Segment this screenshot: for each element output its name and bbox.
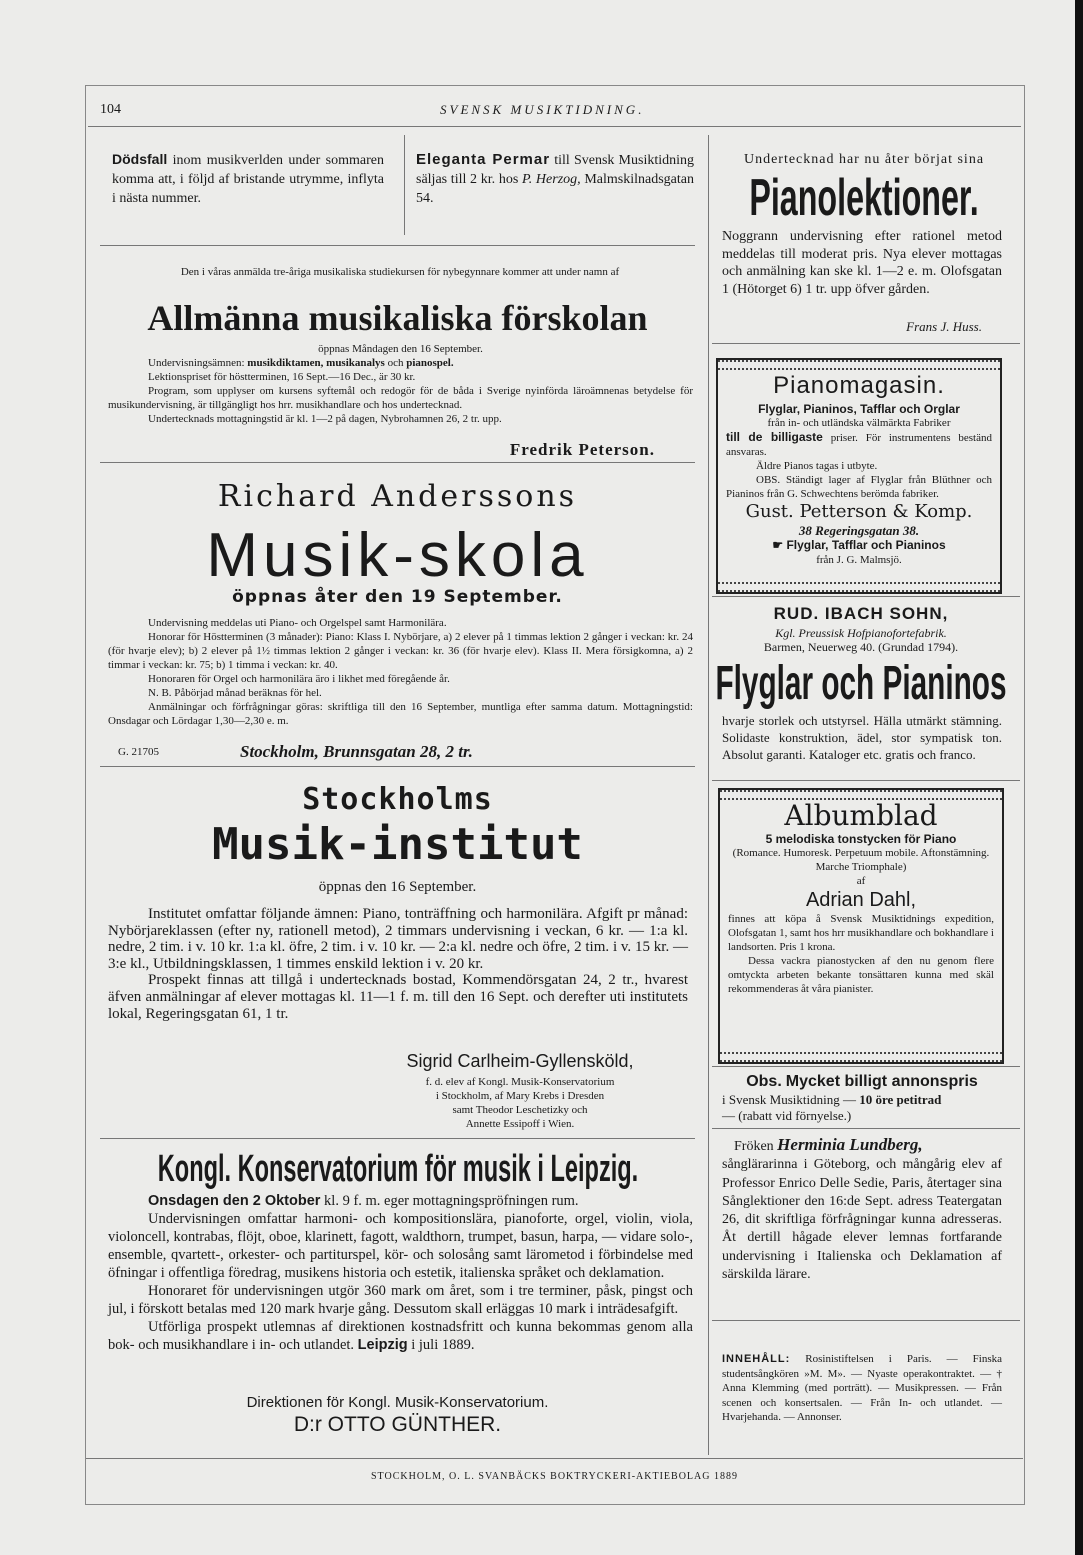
leipzig-p1: Undervisningen omfattar harmoni- och kompositionslära, pianoforte, orgel, violin, viola, violoncell, kontrabas, flöjt, oboe, klarinett, fagott, waldthorn, trumpet, basun, harpa, — vidare solo-, ensemble, qvartett-, orkester- och partiturspel, kör- och solosång samt lärometod i förbindelse med öfningar i offentliga föredrag, musikens historia och estetik, italienska språket och deklamation. — [108, 1211, 693, 1281]
institut-credentials — [380, 1075, 660, 1131]
page-number: 104 — [100, 102, 121, 117]
rule — [712, 780, 1020, 781]
pianolektioner-title-wrap — [718, 168, 1010, 228]
institut-p1: Institutet omfattar följande ämnen: Piano, tonträffning och harmonilära. Afgift pr månad: Nybörjareklassen (efter ny, rationell metod), 2 timmars undervisning i veckan, 6 kr. — 1:a kl. nedre, 2 tim. i v. 10 kr. 1:a kl. öfre, 2 tim. i v. 10 kr. — 2:a kl. nedre och öfre, 2 tim. i v. 15 kr. — 3:e kl., Utbildningsklassen, 1 timmes enskild lektion i v. 20 kr. — [108, 906, 688, 972]
albumblad-l3: finnes att köpa å Svensk Musiktidnings expedition, Olofsgatan 1, samt hos hrr musikhandlare och bokhandlare i landsorten. Pris 1 krona. — [728, 913, 994, 953]
ibach-big-wrap — [716, 656, 1006, 712]
institut-line1: Stockholms — [302, 782, 493, 817]
ornament-border — [720, 1052, 1002, 1062]
anderssons-title: Musik-skola — [206, 521, 589, 590]
dodsfall-text: inom musikverlden under sommaren komma att, i följd af bristande utrymme, inflyta i nästa nummer. — [112, 153, 384, 206]
pianolektioner-title: Pianolektioner. — [749, 169, 979, 227]
forskolan-price: Lektionspriset för höstterminen, 16 Sept.—16 Dec., är 30 kr. — [148, 371, 416, 383]
albumblad-box — [718, 788, 1004, 1064]
anderssons-p3: Honoraren för Orgel och harmonilära äro i likhet med föregående år. — [148, 673, 450, 685]
rule — [100, 462, 695, 463]
leipzig-direction: Direktionen för Kongl. Musik-Konservatorium. — [246, 1394, 549, 1411]
forskolan-subjects: Undervisningsämnen: musikdiktamen, musikanalys och pianospel. — [148, 357, 454, 369]
forskolan-program: Program, som upplyser om kursens syftemål och redogör för de båda i Sverige nyinförda läroämnenas betydelse för musikundervisning, är tillgängligt hos hrr. musikhandlare och hos undertecknad. — [108, 385, 693, 411]
forskolan-open: öppnas Måndagen den 16 September. — [318, 343, 483, 355]
ornament-border — [718, 582, 1000, 592]
permar-addr: Malmskilnadsgatan 54. — [416, 172, 695, 206]
ibach-address: Barmen, Neuerweg 40. (Grundad 1794). — [763, 640, 959, 654]
ibach-big: Flyglar och Pianinos — [715, 657, 1007, 710]
albumblad-l1: 5 melodiska tonstycken för Piano — [765, 832, 957, 846]
ibach-sub: Kgl. Preussisk Hofpianofortefabrik. — [775, 626, 947, 640]
lundberg-text: sånglärarinna i Göteborg, och mångårig elev af Professor Enrico Delle Sedie, Paris, återtager sina Sånglektioner den 16:de Sept. adress Teatergatan 26, dit skriftliga förfrågningar kunna adresseras. Åt dertill hågade elever lemnas fortfarande undervisning i Italienska och Deklamation af särskilda lärare. — [722, 1157, 1002, 1283]
anderssons-name: Richard Anderssons — [217, 479, 578, 514]
pianomagasin-box — [716, 358, 1002, 594]
albumblad-l4: Dessa vackra pianostycken af den nu genom flere omtyckta arbeten bekante tonsättaren kunna med skäl rekommenderas åt våra pianister. — [728, 955, 994, 995]
column-divider-top — [404, 135, 405, 235]
pointing-hand-icon: ☛ — [772, 538, 787, 552]
pianomagasin-l7: från J. G. Malmsjö. — [816, 554, 902, 566]
lundberg-name-line: Fröken Herminia Lundberg, — [734, 1135, 923, 1154]
rule — [712, 343, 1020, 344]
albumblad-composer: Adrian Dahl, — [805, 889, 917, 911]
albumblad-l2: (Romance. Humoresk. Perpetuum mobile. Aftonstämning. Marche Triomphale) — [732, 847, 990, 873]
forskolan-signature: Fredrik Peterson. — [509, 440, 655, 459]
institut-cred3: samt Theodor Leschetizky och — [452, 1104, 588, 1116]
rule — [712, 1128, 1020, 1129]
institut-open: öppnas den 16 September. — [318, 879, 477, 895]
innehall: INNEHÅLL: Rosinistiftelsen i Paris. — Finska studentsångkören »M. M». — Nyaste operakontraktet. — † Anna Klemming (med porträtt). — Musikpressen. — Från scenen och konsertsalen. — Från In- och utlandet. — Hvarjehanda. — Annonser. — [722, 1353, 1002, 1423]
institut-cred4: Annette Essipoff i Wien. — [465, 1118, 575, 1130]
albumblad-details — [720, 832, 1002, 888]
institut-cred2: i Stockholm, af Mary Krebs i Dresden — [435, 1090, 605, 1102]
pianomagasin-address: 38 Regeringsgatan 38. — [798, 523, 920, 538]
pianomagasin-name: Gust. Petterson & Komp. — [745, 501, 973, 522]
rule — [712, 1066, 1020, 1067]
institut-details — [108, 906, 688, 1022]
footer-rule — [86, 1458, 1023, 1459]
printer-footer: STOCKHOLM, O. L. SVANBÄCKS BOKTRYCKERI-AKTIEBOLAG 1889 — [371, 1471, 738, 1482]
pianomagasin-l4: Äldre Pianos tagas i utbyte. — [756, 460, 878, 472]
pianolektioner-text: Noggrann undervisning efter rationel metod meddelas till moderat pris. Nya elever mottagas och anmälning kan ske kl. 1—2 e. m. Olofsgatan 1 (Hötorget 6) 1 tr. upp öfver gården. — [722, 229, 1002, 297]
leipzig-name: D:r OTTO GÜNTHER. — [293, 1413, 502, 1436]
anderssons-ref: G. 21705 — [118, 746, 159, 758]
institut-p2: Prospekt finnas att tillgå i undertecknads bostad, Kommendörsgatan 24, 2 tr., hvarest äfven anmälningar af elever mottagas kl. 11—1 f. m. till den 16 Sept. och derefter uti institutets lokal, Regeringsgatan 61, 1 tr. — [108, 972, 688, 1022]
albumblad-title: Albumblad — [784, 799, 938, 832]
institut-line2: Musik-institut — [212, 819, 583, 870]
pianomagasin-l1: Flyglar, Pianinos, Tafflar och Orglar — [758, 402, 960, 416]
pianomagasin-title: Pianomagasin. — [773, 372, 945, 399]
albumblad-af: af — [856, 875, 866, 887]
leipzig-p3: Utförliga prospekt utlemnas af direktionen kostnadsfritt och kunna bekommas genom alla bok- och musikhandlare i in- och utlandet. Leipzig i juli 1889. — [108, 1319, 693, 1353]
permar-notice — [416, 150, 694, 208]
leipzig-p2: Honoraret för undervisningen utgör 360 mark om året, som i tre terminer, påsk, pingst och jul, i förskott betalas med 120 mark hvarje gång. Dessutom skall erläggas 10 mark i inträdesafgift. — [108, 1283, 693, 1317]
anderssons-p4: N. B. Påbörjad månad beräknas för hel. — [148, 687, 322, 699]
rule — [712, 596, 1020, 597]
leipzig-title-wrap — [100, 1150, 695, 1188]
pianomagasin-l6: ☛ Flyglar, Tafflar och Pianinos — [772, 538, 946, 552]
rule — [100, 766, 695, 767]
ornament-border — [718, 360, 1000, 370]
rule — [100, 1138, 695, 1139]
anderssons-address: Stockholm, Brunnsgatan 28, 2 tr. — [240, 742, 473, 761]
forskolan-details — [108, 342, 693, 426]
leipzig-title: Kongl. Konservatorium för musik i Leipzig. — [157, 1148, 639, 1190]
albumblad-info — [720, 912, 1002, 996]
ibach-title: RUD. IBACH SOHN, — [773, 604, 949, 623]
permar-name: P. Herzog, — [521, 172, 581, 187]
rule — [100, 245, 695, 246]
ibach-text: hvarje storlek och utstyrsel. Hälla utmärkt stämning. Solidaste konstruktion, ädel, stor sympatisk ton. Absolut garanti. Kataloger etc. gratis och franco. — [722, 713, 1002, 762]
anderssons-p5: Anmälningar och förfrågningar göras: skriftliga till den 16 September, muntliga efter samma datum. Mottagningstid: Onsdagar och Lördagar 1,30—2,30 e. m. — [108, 701, 693, 727]
publication-title: SVENSK MUSIKTIDNING. — [440, 102, 645, 117]
dodsfall-notice — [112, 150, 384, 208]
column-divider — [708, 135, 709, 1455]
obs-line2: i Svensk Musiktidning — 10 öre petitrad — [722, 1092, 942, 1107]
pianolektioner-signature: Frans J. Huss. — [906, 319, 982, 334]
rule — [712, 1320, 1020, 1321]
anderssons-p1: Undervisning meddelas uti Piano- och Orgelspel samt Harmonilära. — [148, 617, 447, 629]
forskolan-title: Allmänna musikaliska förskolan — [147, 298, 648, 338]
dodsfall-lead: Dödsfall — [112, 151, 168, 167]
pianomagasin-l2: från in- och utländska välmärkta Fabriker — [767, 417, 951, 429]
pianolektioner-intro: Undertecknad har nu åter börjat sina — [743, 152, 985, 167]
header-rule — [88, 126, 1021, 127]
leipzig-date: Onsdagen den 2 Oktober kl. 9 f. m. eger mottagningspröfningen rum. — [148, 1193, 579, 1209]
anderssons-sub: öppnas åter den 19 September. — [232, 587, 563, 607]
forskolan-intro: Den i våras anmälda tre-åriga musikaliska studiekursen för nybegynnare kommer att under namn af — [180, 266, 620, 278]
institut-cred1: f. d. elev af Kongl. Musik-Konservatorium — [425, 1076, 615, 1088]
lundberg-notice — [722, 1136, 1002, 1284]
anderssons-details — [108, 616, 693, 728]
pianomagasin-l3: till de billigaste priser. För instrumentens beständ ansvaras. — [726, 430, 992, 458]
leipzig-details — [108, 1192, 693, 1354]
obs-line1: Obs. Mycket billigt annonspris — [746, 1073, 978, 1090]
pianomagasin-details — [718, 402, 1000, 501]
anderssons-p2: Honorar för Höstterminen (3 månader): Piano: Klass I. Nybörjare, a) 2 elever på 1 timmas lektion 2 gånger i veckan: kr. 24 (för hvarje elev); b) 2 elever på 1½ timmas lektion 2 gånger i veckan: kr. 36 (för hvarje elev). Klass II. Mera försigkomna, a) 2 timmar i veckan: kr. 75; b) 1 timma i veckan: kr. 40. — [108, 631, 693, 671]
permar-text: till Svensk Musiktidning säljas till 2 kr. hos — [416, 153, 695, 187]
permar-lead: Eleganta Permar — [416, 151, 551, 168]
obs-notice — [722, 1072, 1002, 1124]
pianomagasin-l5: OBS. Ständigt lager af Flyglar från Blüthner och Pianinos från G. Schwechtens berömda fabriker. — [726, 474, 992, 500]
institut-signature: Sigrid Carlheim-Gyllensköld, — [406, 1051, 634, 1071]
obs-line3: — (rabatt vid förnyelse.) — [722, 1108, 852, 1123]
forskolan-hours: Undertecknads mottagningstid är kl. 1—2 på dagen, Nybrohamnen 26, 2 tr. upp. — [148, 413, 502, 425]
